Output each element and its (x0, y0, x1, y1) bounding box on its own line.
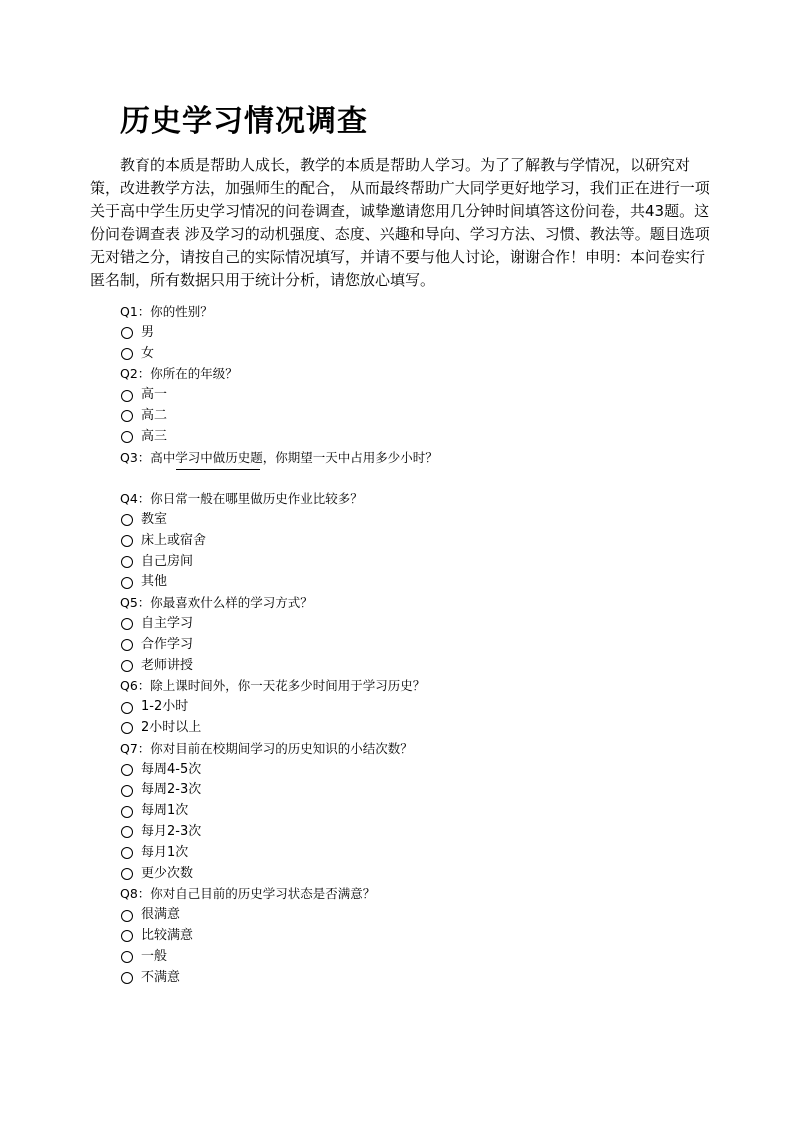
radio-button-icon[interactable] (121, 868, 133, 880)
option-q6-2[interactable] (120, 718, 640, 739)
question-6: Q6：除上课时间外，你一天花多少时间用于学习历史？ (120, 678, 426, 694)
option-label: 每月1次 (141, 844, 189, 860)
option-q7-1[interactable] (120, 760, 640, 781)
option-label: 女 (141, 345, 155, 361)
radio-button-icon[interactable] (121, 930, 133, 942)
intro-paragraph: 教育的本质是帮助人成长，教学的本质是帮助人学习。为了了解教与学情况，以研究对策，改进教学方法，加强师生的配合， 从而最终帮助广大同学更好地学习，我们正在进行一项关于高中学生历史学习情况的问卷调查，诚挚邀请您用几分钟时间填答这份问卷，共43题。这份问卷调查表 涉及学习的动机强度、态度、兴趣和导向、学习方法、习惯、教法等。题目选项无对错之分，请按自己的实际情况填写，并请不要与他人讨论，谢谢合作！申明：本问卷实行匿名制，所有数据只用于统计分析，请您放心填写。 (90, 156, 710, 289)
radio-button-icon[interactable] (121, 951, 133, 963)
option-q7-5[interactable] (120, 843, 640, 864)
radio-button-icon[interactable] (121, 514, 133, 526)
radio-button-icon[interactable] (121, 431, 133, 443)
option-label: 每周2-3次 (141, 782, 202, 798)
option-q5-3[interactable] (120, 656, 640, 677)
option-q7-4[interactable] (120, 822, 640, 843)
option-q7-6[interactable] (120, 864, 640, 885)
option-label: 每月2-3次 (141, 823, 202, 839)
radio-button-icon[interactable] (121, 910, 133, 922)
radio-button-icon[interactable] (121, 972, 133, 984)
option-q2-3[interactable] (120, 427, 640, 448)
option-q5-2[interactable] (120, 635, 640, 656)
option-label: 很满意 (141, 907, 181, 923)
radio-button-icon[interactable] (121, 410, 133, 422)
option-q7-2[interactable] (120, 780, 640, 801)
option-label: 其他 (141, 574, 168, 590)
option-label: 每周1次 (141, 803, 189, 819)
question-4: Q4：你日常一般在哪里做历史作业比较多？ (120, 491, 363, 507)
radio-button-icon[interactable] (121, 327, 133, 339)
option-q6-1[interactable] (120, 697, 640, 718)
radio-button-icon[interactable] (121, 535, 133, 547)
option-label: 高三 (141, 428, 168, 444)
option-q4-4[interactable] (120, 572, 640, 593)
option-q8-3[interactable] (120, 947, 640, 968)
option-label: 自己房间 (141, 553, 194, 569)
option-label: 男 (141, 324, 155, 340)
option-q4-3[interactable] (120, 552, 640, 573)
answer-blank-line[interactable] (176, 469, 260, 470)
option-label: 1-2小时 (141, 699, 189, 715)
option-q7-3[interactable] (120, 801, 640, 822)
option-q2-2[interactable] (120, 406, 640, 427)
option-q2-1[interactable] (120, 385, 640, 406)
option-label: 比较满意 (141, 927, 194, 943)
option-q1-2[interactable] (120, 344, 640, 365)
radio-button-icon[interactable] (121, 639, 133, 651)
radio-button-icon[interactable] (121, 577, 133, 589)
answer-blank-row[interactable] (120, 468, 640, 489)
option-label: 合作学习 (141, 636, 194, 652)
radio-button-icon[interactable] (121, 785, 133, 797)
option-label: 高一 (141, 387, 168, 403)
option-label: 床上或宿舍 (141, 532, 207, 548)
option-q1-1[interactable] (120, 323, 640, 344)
option-label: 高二 (141, 407, 168, 423)
radio-button-icon[interactable] (121, 702, 133, 714)
survey-questions (120, 302, 640, 988)
option-q8-2[interactable] (120, 926, 640, 947)
radio-button-icon[interactable] (121, 390, 133, 402)
radio-button-icon[interactable] (121, 660, 133, 672)
option-label: 2小时以上 (141, 719, 202, 735)
radio-button-icon[interactable] (121, 847, 133, 859)
question-2: Q2：你所在的年级？ (120, 366, 238, 382)
option-label: 每周4-5次 (141, 761, 202, 777)
radio-button-icon[interactable] (121, 806, 133, 818)
option-q4-1[interactable] (120, 510, 640, 531)
option-q8-1[interactable] (120, 905, 640, 926)
radio-button-icon[interactable] (121, 348, 133, 360)
radio-button-icon[interactable] (121, 722, 133, 734)
option-label: 一般 (141, 948, 168, 964)
radio-button-icon[interactable] (121, 556, 133, 568)
page-title: 历史学习情况调查 (120, 104, 368, 139)
radio-button-icon[interactable] (121, 826, 133, 838)
option-label: 自主学习 (141, 615, 194, 631)
question-7: Q7：你对目前在校期间学习的历史知识的小结次数？ (120, 740, 413, 756)
question-3: Q3：高中学习中做历史题，你期望一天中占用多少小时？ (120, 449, 438, 465)
question-5: Q5：你最喜欢什么样的学习方式？ (120, 595, 313, 611)
option-q5-1[interactable] (120, 614, 640, 635)
question-8: Q8：你对自己目前的历史学习状态是否满意？ (120, 886, 376, 902)
option-q4-2[interactable] (120, 531, 640, 552)
radio-button-icon[interactable] (121, 618, 133, 630)
radio-button-icon[interactable] (121, 764, 133, 776)
option-label: 更少次数 (141, 865, 194, 881)
option-label: 老师讲授 (141, 657, 194, 673)
option-label: 教室 (141, 511, 168, 527)
option-label: 不满意 (141, 969, 181, 985)
question-1: Q1：你的性别？ (120, 304, 213, 319)
option-q8-4[interactable] (120, 968, 640, 989)
